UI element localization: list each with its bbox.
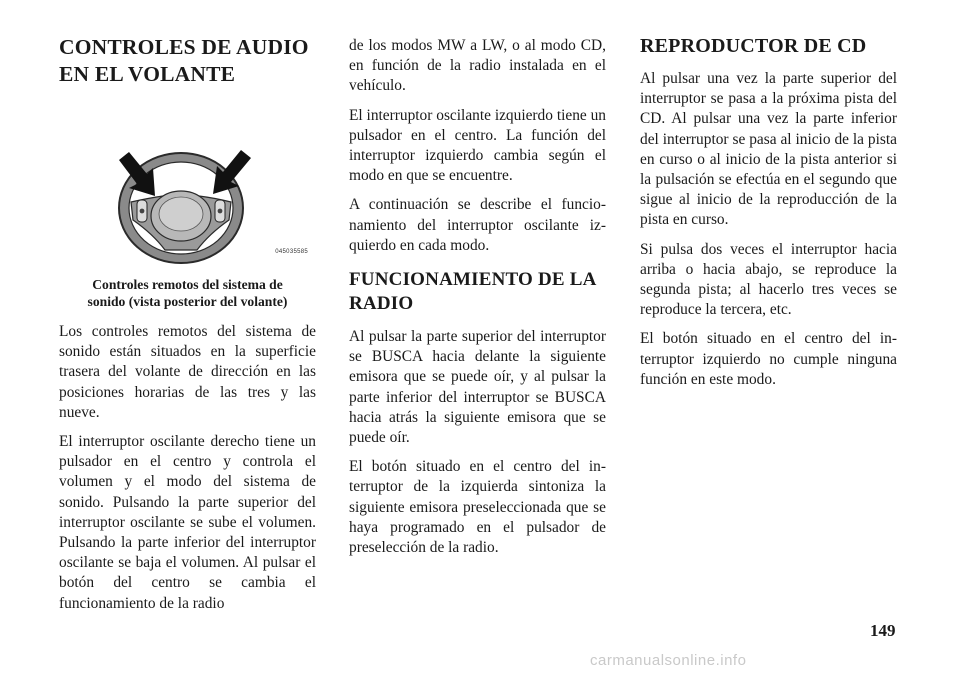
paragraph: de los modos MW a LW, o al modo CD, en función de la radio instalada en el vehículo.	[349, 37, 606, 95]
paragraph: Al pulsar la parte superior del interruptor se BUSCA hacia delante la siguiente emisora que se puede oír, y al pulsar la parte inferior del interruptor se BUSCA hacia atrás la siguiente emisora que se puede oír.	[349, 328, 606, 447]
heading-line1: FUNCIONAMIENTO DE LA	[349, 269, 597, 291]
section-title	[59, 34, 316, 88]
paragraph: El botón situado en el centro del interruptor izquierdo no cumple ninguna función en este modo.	[640, 330, 897, 388]
watermark: carmanualsonline.info	[590, 652, 747, 669]
page-number: 149	[870, 621, 896, 640]
paragraph: El interruptor oscilante izquierdo tiene un pulsador en el centro. La función del interruptor izquierdo cambia según el modo en que se encuentre.	[349, 106, 606, 185]
paragraph: El botón situado en el centro del interruptor de la izquierda sintoniza la siguiente emisora preseleccionada que se haya programado en el pulsador de preselección de la radio.	[349, 458, 606, 557]
section-title-line2: EN EL VOLANTE	[59, 62, 236, 86]
left-column	[59, 34, 316, 623]
section-heading-radio	[349, 268, 606, 316]
figure-caption	[59, 276, 316, 310]
paragraph: Al pulsar una vez la parte superior del interruptor se pasa a la próxima pista del CD. Al pulsar una vez la parte inferior del interruptor se pasa al inicio de la pista en curso o al inicio de la pista anterior si la pulsación se efectúa en el segundo que sigue al inicio de la reproducción de la pista en curso.	[640, 70, 897, 229]
section-title-line1: CONTROLES DE AUDIO	[59, 35, 309, 59]
figure-code: 045035585	[275, 249, 308, 255]
paragraph: A continuación se describe el funcionamiento del interruptor oscilante izquierdo en cada modo.	[349, 196, 606, 254]
steering-wheel-figure	[59, 100, 316, 270]
paragraph: El interruptor oscilante derecho tiene un pulsador en el centro y controla el volumen y el modo del sistema de sonido. Pulsando la parte superior del interruptor oscilante se sube el volumen. Pulsando la parte inferior del interruptor oscilante se baja el volumen. Al pulsar el botón del centro se cambia el funcionamiento de la radio	[59, 433, 316, 612]
right-column	[640, 34, 897, 399]
steering-wheel-icon	[59, 100, 316, 270]
heading-line2: RADIO	[349, 293, 414, 315]
caption-line1: Controles remotos del sistema de	[92, 277, 283, 292]
paragraph: Los controles remotos del sistema de sonido están situados en la superficie trasera del volante de dirección en las posiciones horarias de las tres y las nueve.	[59, 323, 316, 421]
section-heading-cd: REPRODUCTOR DE CD	[640, 35, 867, 57]
right-arrow-icon	[213, 150, 251, 194]
paragraph: Si pulsa dos veces el interruptor hacia arriba o hacia abajo, se reproduce la segunda pista; al hacerlo tres veces se reproduce la tercera, etc.	[640, 240, 897, 319]
caption-line2: sonido (vista posterior del volante)	[87, 294, 288, 309]
middle-column	[349, 36, 606, 567]
